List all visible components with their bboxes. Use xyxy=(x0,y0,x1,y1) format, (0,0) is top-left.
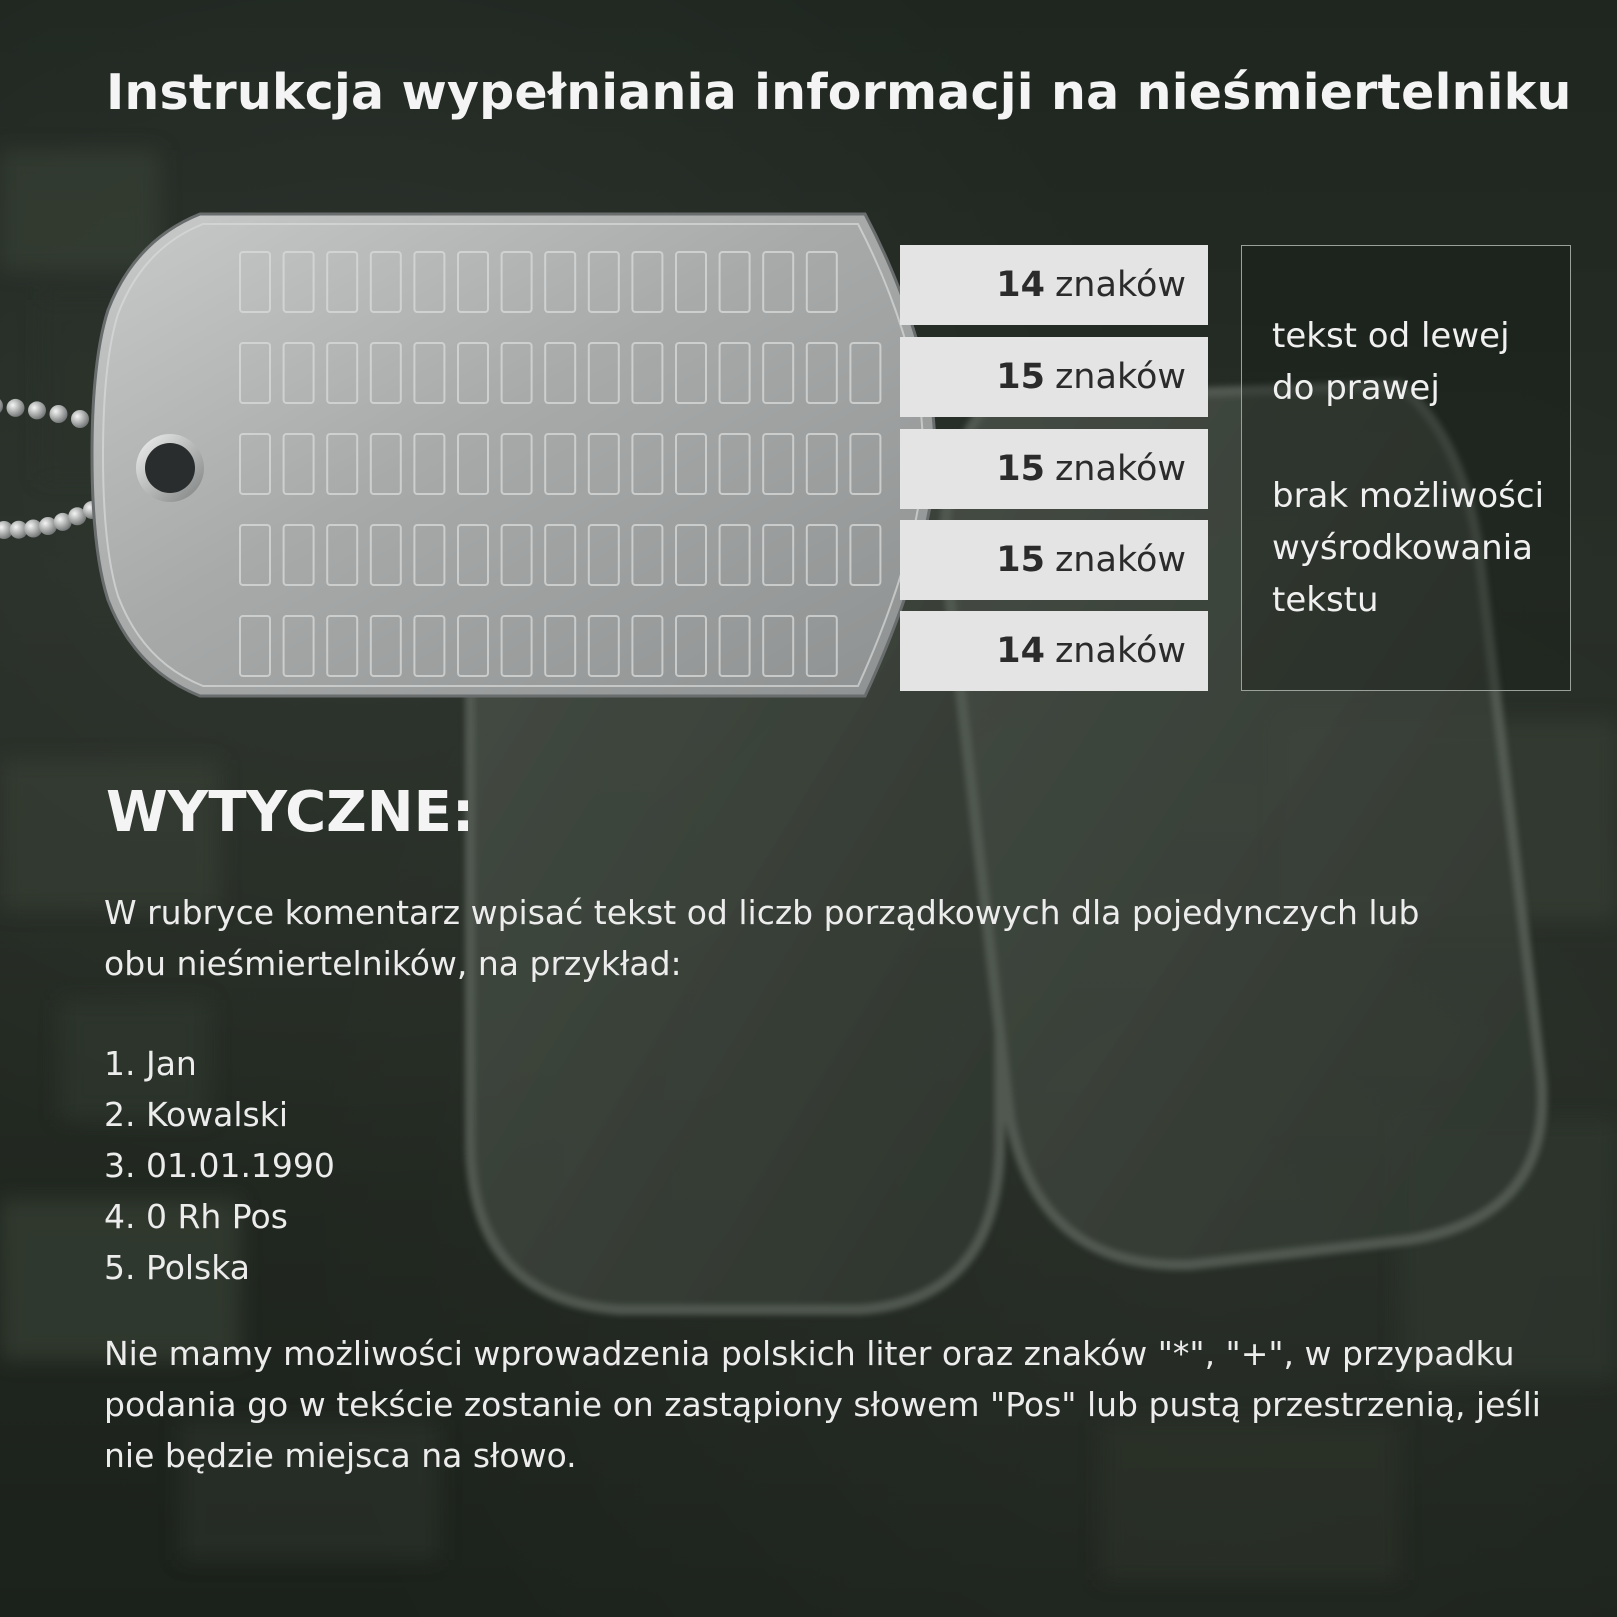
chain-bead xyxy=(50,405,68,423)
row-count-unit: znaków xyxy=(1054,540,1186,580)
guidelines-heading: WYTYCZNE: xyxy=(106,780,475,845)
row-count-number: 15 xyxy=(996,357,1045,397)
example-item: 3. 01.01.1990 xyxy=(104,1146,335,1185)
example-item: 2. Kowalski xyxy=(104,1095,289,1134)
row-count-unit: znaków xyxy=(1054,265,1186,305)
example-item: 5. Polska xyxy=(104,1248,251,1287)
dog-tag-plate xyxy=(92,214,935,696)
chain-bead xyxy=(71,410,89,428)
dog-tag-hole-inner xyxy=(145,443,195,493)
dog-tag-illustration xyxy=(0,200,960,740)
row-count-label xyxy=(900,611,1208,691)
row-count-number: 14 xyxy=(996,631,1045,671)
row-count-label xyxy=(900,245,1208,325)
row-count-number: 15 xyxy=(996,449,1045,489)
row-count-unit: znaków xyxy=(1054,449,1186,489)
chain-bead xyxy=(28,401,46,419)
row-count-unit: znaków xyxy=(1054,357,1186,397)
example-item: 1. Jan xyxy=(104,1044,197,1083)
chain-bead xyxy=(0,397,3,415)
row-count-label xyxy=(900,520,1208,600)
note-direction: tekst od lewej do prawej xyxy=(1272,316,1510,408)
page-title: Instrukcja wypełniania informacji na nieśmiertelniku xyxy=(106,64,1572,121)
chain-bead xyxy=(7,399,25,417)
example-item: 4. 0 Rh Pos xyxy=(104,1197,288,1236)
note-no-centering: brak możliwości wyśrodkowania tekstu xyxy=(1272,476,1545,620)
row-count-number: 15 xyxy=(996,540,1045,580)
guidelines-intro: W rubryce komentarz wpisać tekst od liczb porządkowych dla pojedynczych lub obu nieśmiertelników, na przykład: xyxy=(104,893,1420,983)
example-list xyxy=(104,1038,335,1293)
row-count-label xyxy=(900,429,1208,509)
row-count-number: 14 xyxy=(996,265,1045,305)
row-count-label xyxy=(900,337,1208,417)
restriction-note: Nie mamy możliwości wprowadzenia polskich liter oraz znaków "*", "+", w przypadku podania go w tekście zostanie on zastąpiony słowem "Pos" lub pustą przestrzenią, jeśli nie będzie miejsca na słowo. xyxy=(104,1334,1541,1475)
notes-panel xyxy=(1241,245,1571,691)
row-count-unit: znaków xyxy=(1054,631,1186,671)
